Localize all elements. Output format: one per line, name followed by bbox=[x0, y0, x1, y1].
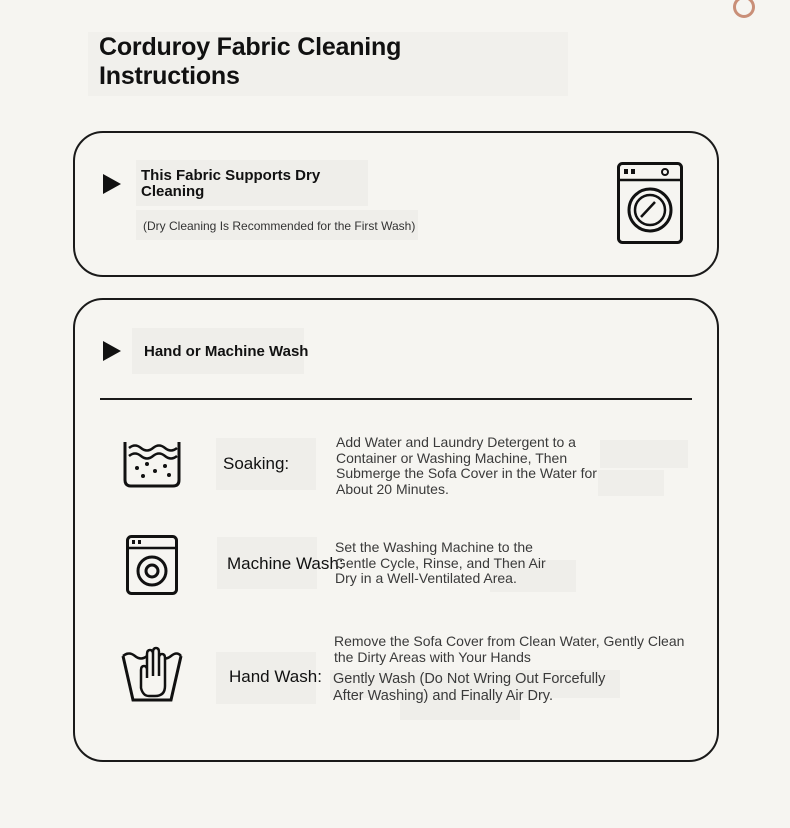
decorative-ring-icon bbox=[733, 0, 755, 18]
play-arrow-icon bbox=[103, 341, 121, 361]
soaking-basin-icon bbox=[123, 440, 181, 488]
hand-wash-description-2: Gently Wash (Do Not Wring Out Forcefully After Washing) and Finally Air Dry. bbox=[333, 671, 606, 704]
washing-machine-icon bbox=[126, 535, 178, 595]
play-arrow-icon bbox=[103, 174, 121, 194]
soaking-desc-bg bbox=[598, 470, 664, 496]
soaking-desc-bg bbox=[600, 440, 688, 468]
page-title: Corduroy Fabric Cleaning Instructions bbox=[99, 33, 402, 90]
dry-cleaning-note: (Dry Cleaning Is Recommended for the First Wash) bbox=[143, 219, 416, 233]
machine-wash-description: Set the Washing Machine to the Gentle Cycle, Rinse, and Then Air Dry in a Well-Ventilated Area. bbox=[335, 539, 546, 586]
soaking-label: Soaking: bbox=[223, 454, 290, 473]
hand-wash-basin-icon bbox=[121, 646, 183, 702]
washing-machine-icon bbox=[617, 162, 683, 244]
machine-wash-label: Machine Wash: bbox=[227, 554, 344, 573]
dry-cleaning-title: This Fabric Supports Dry Cleaning bbox=[141, 167, 321, 200]
hand-wash-label: Hand Wash: bbox=[229, 667, 322, 686]
divider bbox=[100, 398, 692, 400]
hand-wash-description: Remove the Sofa Cover from Clean Water, Gently Clean the Dirty Areas with Your Hands bbox=[334, 633, 685, 665]
soaking-description: Add Water and Laundry Detergent to a Container or Washing Machine, Then Submerge the Sofa Cover in the Water for About 20 Minutes. bbox=[336, 434, 597, 497]
wash-title: Hand or Machine Wash bbox=[144, 343, 309, 360]
